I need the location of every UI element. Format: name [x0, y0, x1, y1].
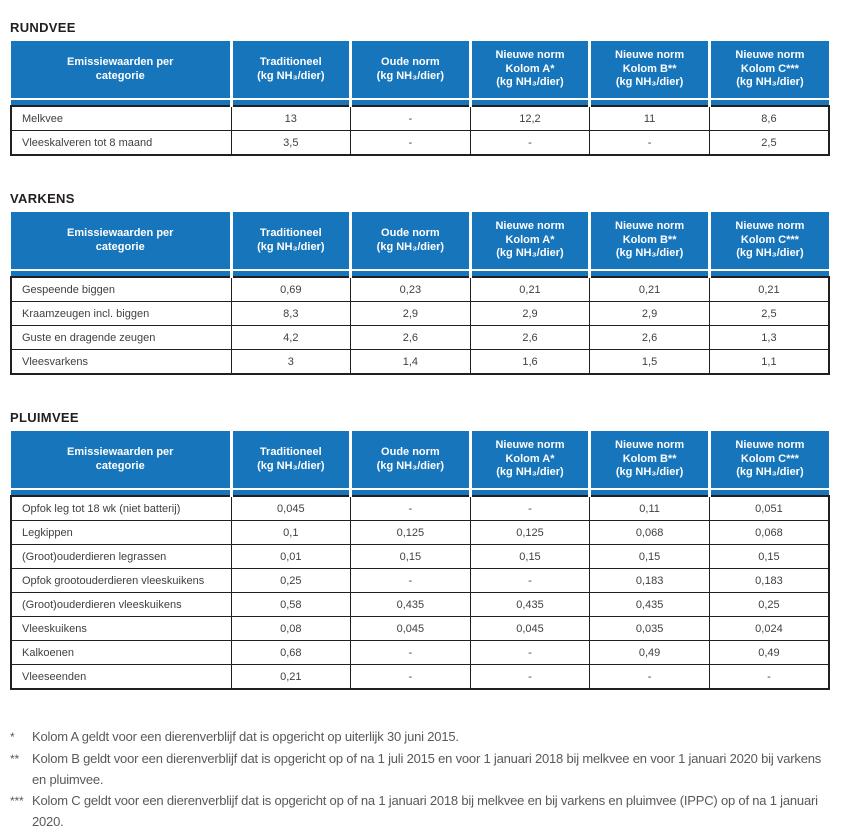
value-cell: 0,69: [231, 277, 351, 302]
column-header: Nieuwe norm Kolom C*** (kg NH₃/dier): [709, 41, 829, 99]
footnote: [10, 748, 830, 790]
value-cell: 0,15: [590, 545, 710, 569]
value-cell: 0,125: [351, 521, 471, 545]
footnote-mark: **: [10, 752, 19, 766]
category-cell: (Groot)ouderdieren legrassen: [11, 545, 231, 569]
value-cell: 0,435: [470, 593, 590, 617]
value-cell: 12,2: [470, 106, 590, 131]
section-rundvee: [10, 21, 828, 156]
value-cell: 0,068: [590, 521, 710, 545]
table-row: [11, 641, 829, 665]
column-header: Traditioneel (kg NH₃/dier): [231, 431, 351, 489]
header-strip-row: [11, 489, 829, 496]
table-row: [11, 350, 829, 375]
value-cell: 0,25: [231, 569, 351, 593]
section-title-rundvee: RUNDVEE: [10, 20, 76, 35]
value-cell: 1,5: [590, 350, 710, 375]
footnote-mark: *: [10, 730, 15, 744]
value-cell: 0,68: [231, 641, 351, 665]
value-cell: 2,9: [351, 302, 471, 326]
table-header: [11, 41, 829, 106]
footnote-mark: ***: [10, 794, 24, 808]
column-header: Oude norm (kg NH₃/dier): [351, 212, 471, 270]
column-header: Nieuwe norm Kolom B** (kg NH₃/dier): [590, 41, 710, 99]
table-row: [11, 593, 829, 617]
table-row: [11, 131, 829, 156]
value-cell: 1,1: [709, 350, 829, 375]
header-strip-cell: [470, 489, 590, 496]
value-cell: 0,068: [709, 521, 829, 545]
value-cell: 0,051: [709, 496, 829, 521]
value-cell: 0,183: [709, 569, 829, 593]
value-cell: -: [351, 641, 471, 665]
value-cell: 0,15: [470, 545, 590, 569]
value-cell: 3,5: [231, 131, 351, 156]
value-cell: 0,045: [470, 617, 590, 641]
column-header: Nieuwe norm Kolom A* (kg NH₃/dier): [470, 212, 590, 270]
value-cell: 0,045: [351, 617, 471, 641]
table-row: [11, 617, 829, 641]
value-cell: 0,125: [470, 521, 590, 545]
table-row: [11, 277, 829, 302]
value-cell: -: [470, 496, 590, 521]
column-header-category: Emissiewaarden per categorie: [11, 41, 231, 99]
value-cell: 0,49: [590, 641, 710, 665]
table-body: [11, 277, 829, 374]
value-cell: -: [351, 569, 471, 593]
category-cell: Guste en dragende zeugen: [11, 326, 231, 350]
value-cell: -: [590, 665, 710, 690]
header-strip-row: [11, 270, 829, 277]
rundvee-emission-table: [10, 41, 830, 156]
value-cell: 0,035: [590, 617, 710, 641]
category-cell: Opfok grootouderdieren vleeskuikens: [11, 569, 231, 593]
value-cell: 1,3: [709, 326, 829, 350]
footnote-text: Kolom A geldt voor een dierenverblijf dat is opgericht op uiterlijk 30 juni 2015.: [32, 729, 459, 744]
value-cell: 0,183: [590, 569, 710, 593]
header-strip-cell: [709, 270, 829, 277]
header-strip-cell: [351, 99, 471, 106]
value-cell: 8,3: [231, 302, 351, 326]
value-cell: 4,2: [231, 326, 351, 350]
section-title-pluimvee: PLUIMVEE: [10, 410, 79, 425]
header-strip-cell: [470, 270, 590, 277]
value-cell: 0,08: [231, 617, 351, 641]
category-cell: (Groot)ouderdieren vleeskuikens: [11, 593, 231, 617]
column-header: Nieuwe norm Kolom B** (kg NH₃/dier): [590, 212, 710, 270]
pluimvee-emission-table: [10, 431, 830, 690]
value-cell: 0,435: [590, 593, 710, 617]
value-cell: -: [351, 131, 471, 156]
value-cell: 2,5: [709, 131, 829, 156]
column-header-category: Emissiewaarden per categorie: [11, 212, 231, 270]
value-cell: 2,5: [709, 302, 829, 326]
value-cell: 2,6: [470, 326, 590, 350]
value-cell: -: [351, 665, 471, 690]
value-cell: 0,15: [351, 545, 471, 569]
value-cell: 11: [590, 106, 710, 131]
category-cell: Kraamzeugen incl. biggen: [11, 302, 231, 326]
value-cell: 0,01: [231, 545, 351, 569]
value-cell: 0,25: [709, 593, 829, 617]
value-cell: 3: [231, 350, 351, 375]
value-cell: -: [351, 106, 471, 131]
category-cell: Opfok leg tot 18 wk (niet batterij): [11, 496, 231, 521]
value-cell: 2,6: [590, 326, 710, 350]
value-cell: 0,024: [709, 617, 829, 641]
category-cell: Vleesvarkens: [11, 350, 231, 375]
table-row: [11, 569, 829, 593]
header-strip-cell: [470, 99, 590, 106]
header-strip-cell: [590, 270, 710, 277]
value-cell: 2,6: [351, 326, 471, 350]
value-cell: -: [590, 131, 710, 156]
category-cell: Vleeskuikens: [11, 617, 231, 641]
table-row: [11, 496, 829, 521]
footnote-text: Kolom C geldt voor een dierenverblijf dat is opgericht op of na 1 januari 2018 bij melkvee en bij varkens en pluimvee (IPPC) op of na 1 januari 2020.: [32, 793, 818, 829]
column-header: Nieuwe norm Kolom C*** (kg NH₃/dier): [709, 431, 829, 489]
category-cell: Legkippen: [11, 521, 231, 545]
value-cell: -: [470, 569, 590, 593]
footnote: [10, 726, 830, 748]
value-cell: 0,045: [231, 496, 351, 521]
header-strip-cell: [11, 99, 231, 106]
value-cell: -: [470, 665, 590, 690]
value-cell: 1,6: [470, 350, 590, 375]
value-cell: 0,21: [231, 665, 351, 690]
category-cell: Melkvee: [11, 106, 231, 131]
value-cell: 0,21: [470, 277, 590, 302]
header-strip-cell: [11, 270, 231, 277]
value-cell: 1,4: [351, 350, 471, 375]
value-cell: 2,9: [590, 302, 710, 326]
header-strip-cell: [590, 99, 710, 106]
value-cell: -: [470, 641, 590, 665]
section-pluimvee: [10, 411, 828, 690]
header-strip-cell: [11, 489, 231, 496]
footnote-text: Kolom B geldt voor een dierenverblijf dat is opgericht op of na 1 juli 2015 en voor 1 januari 2018 bij melkvee en voor 1 januari 2020 bij varkens en pluimvee.: [32, 751, 822, 787]
table-body: [11, 106, 829, 155]
table-header: [11, 431, 829, 496]
category-cell: Vleeskalveren tot 8 maand: [11, 131, 231, 156]
column-header: Oude norm (kg NH₃/dier): [351, 41, 471, 99]
column-header: Traditioneel (kg NH₃/dier): [231, 41, 351, 99]
section-title-varkens: VARKENS: [10, 191, 75, 206]
value-cell: 0,49: [709, 641, 829, 665]
table-body: [11, 496, 829, 689]
value-cell: 0,23: [351, 277, 471, 302]
header-strip-cell: [231, 270, 351, 277]
section-varkens: [10, 192, 828, 375]
table-row: [11, 106, 829, 131]
value-cell: 13: [231, 106, 351, 131]
column-header: Nieuwe norm Kolom A* (kg NH₃/dier): [470, 41, 590, 99]
value-cell: -: [709, 665, 829, 690]
value-cell: 0,11: [590, 496, 710, 521]
category-cell: Kalkoenen: [11, 641, 231, 665]
value-cell: 0,21: [590, 277, 710, 302]
header-strip-cell: [590, 489, 710, 496]
value-cell: 0,1: [231, 521, 351, 545]
header-strip-cell: [709, 99, 829, 106]
category-cell: Vleeseenden: [11, 665, 231, 690]
column-header: Traditioneel (kg NH₃/dier): [231, 212, 351, 270]
table-header: [11, 212, 829, 277]
header-strip-cell: [351, 270, 471, 277]
value-cell: -: [351, 496, 471, 521]
header-strip-cell: [231, 489, 351, 496]
value-cell: 0,435: [351, 593, 471, 617]
column-header: Nieuwe norm Kolom C*** (kg NH₃/dier): [709, 212, 829, 270]
table-row: [11, 665, 829, 690]
footnote: [10, 790, 830, 832]
header-strip-cell: [351, 489, 471, 496]
category-cell: Gespeende biggen: [11, 277, 231, 302]
table-row: [11, 521, 829, 545]
varkens-emission-table: [10, 212, 830, 375]
header-strip-cell: [709, 489, 829, 496]
value-cell: 0,21: [709, 277, 829, 302]
column-header: Nieuwe norm Kolom B** (kg NH₃/dier): [590, 431, 710, 489]
value-cell: 0,58: [231, 593, 351, 617]
column-header: Oude norm (kg NH₃/dier): [351, 431, 471, 489]
column-header-category: Emissiewaarden per categorie: [11, 431, 231, 489]
table-row: [11, 302, 829, 326]
table-row: [11, 326, 829, 350]
value-cell: -: [470, 131, 590, 156]
value-cell: 8,6: [709, 106, 829, 131]
footnotes: [10, 726, 830, 832]
header-strip-row: [11, 99, 829, 106]
table-row: [11, 545, 829, 569]
column-header: Nieuwe norm Kolom A* (kg NH₃/dier): [470, 431, 590, 489]
value-cell: 0,15: [709, 545, 829, 569]
header-strip-cell: [231, 99, 351, 106]
value-cell: 2,9: [470, 302, 590, 326]
